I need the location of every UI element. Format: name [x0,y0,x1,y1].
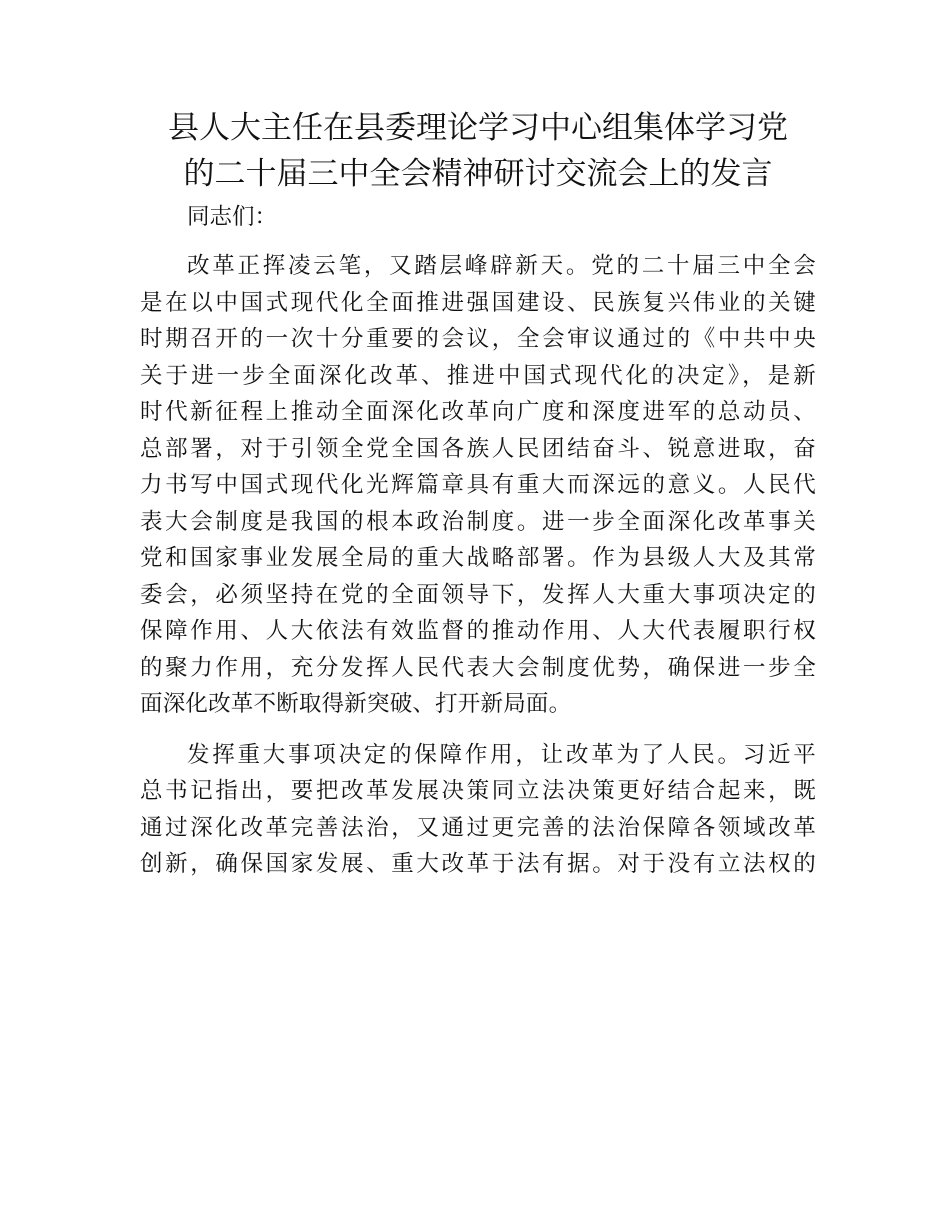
paragraph-line: 表大会制度是我国的根本政治制度。进一步全面深化改革事关 [140,508,816,535]
paragraph-line: 时代新征程上推动全面深化改革向广度和深度进军的总动员、 [140,399,816,425]
paragraph-line: 改革正挥凌云笔，又踏层峰辟新天。党的二十届三中全会 [187,253,816,279]
paragraph-line: 通过深化改革完善法治，又通过更完善的法治保障各领域改革 [140,814,816,841]
salutation: 同志们： [187,204,278,230]
title-line-2: 的二十届三中全会精神研讨交流会上的发言 [183,156,773,192]
paragraph-line: 保障作用、人大依法有效监督的推动作用、人大代表履职行权 [140,618,816,644]
paragraph-line: 面深化改革不断取得新突破、打开新局面。 [140,691,572,717]
paragraph-line: 力书写中国式现代化光辉篇章具有重大而深远的意义。人民代 [140,472,816,498]
paragraph-line: 发挥重大事项决定的保障作用，让改革为了人民。习近平 [187,741,816,768]
paragraph-1 [140,248,816,723]
paragraph-line: 党和国家事业发展全局的重大战略部署。作为县级人大及其常 [140,545,816,571]
document-page [140,105,816,883]
paragraph-line: 总书记指出，要把改革发展决策同立法决策更好结合起来，既 [140,778,816,804]
paragraph-line: 的聚力作用，充分发挥人民代表大会制度优势，确保进一步全 [140,654,816,681]
paragraph-line: 关于进一步全面深化改革、推进中国式现代化的决定》，是新 [140,362,816,389]
paragraph-line: 时期召开的一次十分重要的会议，全会审议通过的《中共中央 [140,326,816,352]
paragraph-line: 委会，必须坚持在党的全面领导下，发挥人大重大事项决定的 [140,581,816,608]
paragraph-line: 是在以中国式现代化全面推进强国建设、民族复兴伟业的关键 [140,289,816,316]
paragraph-line: 总部署，对于引领全党全国各族人民团结奋斗、锐意进取，奋 [140,435,816,462]
paragraph-line: 创新，确保国家发展、重大改革于法有据。对于没有立法权的 [140,851,816,877]
title-line-1: 县人大主任在县委理论学习中心组集体学习党 [168,110,788,146]
paragraph-2 [140,737,816,883]
document-title [140,105,816,197]
